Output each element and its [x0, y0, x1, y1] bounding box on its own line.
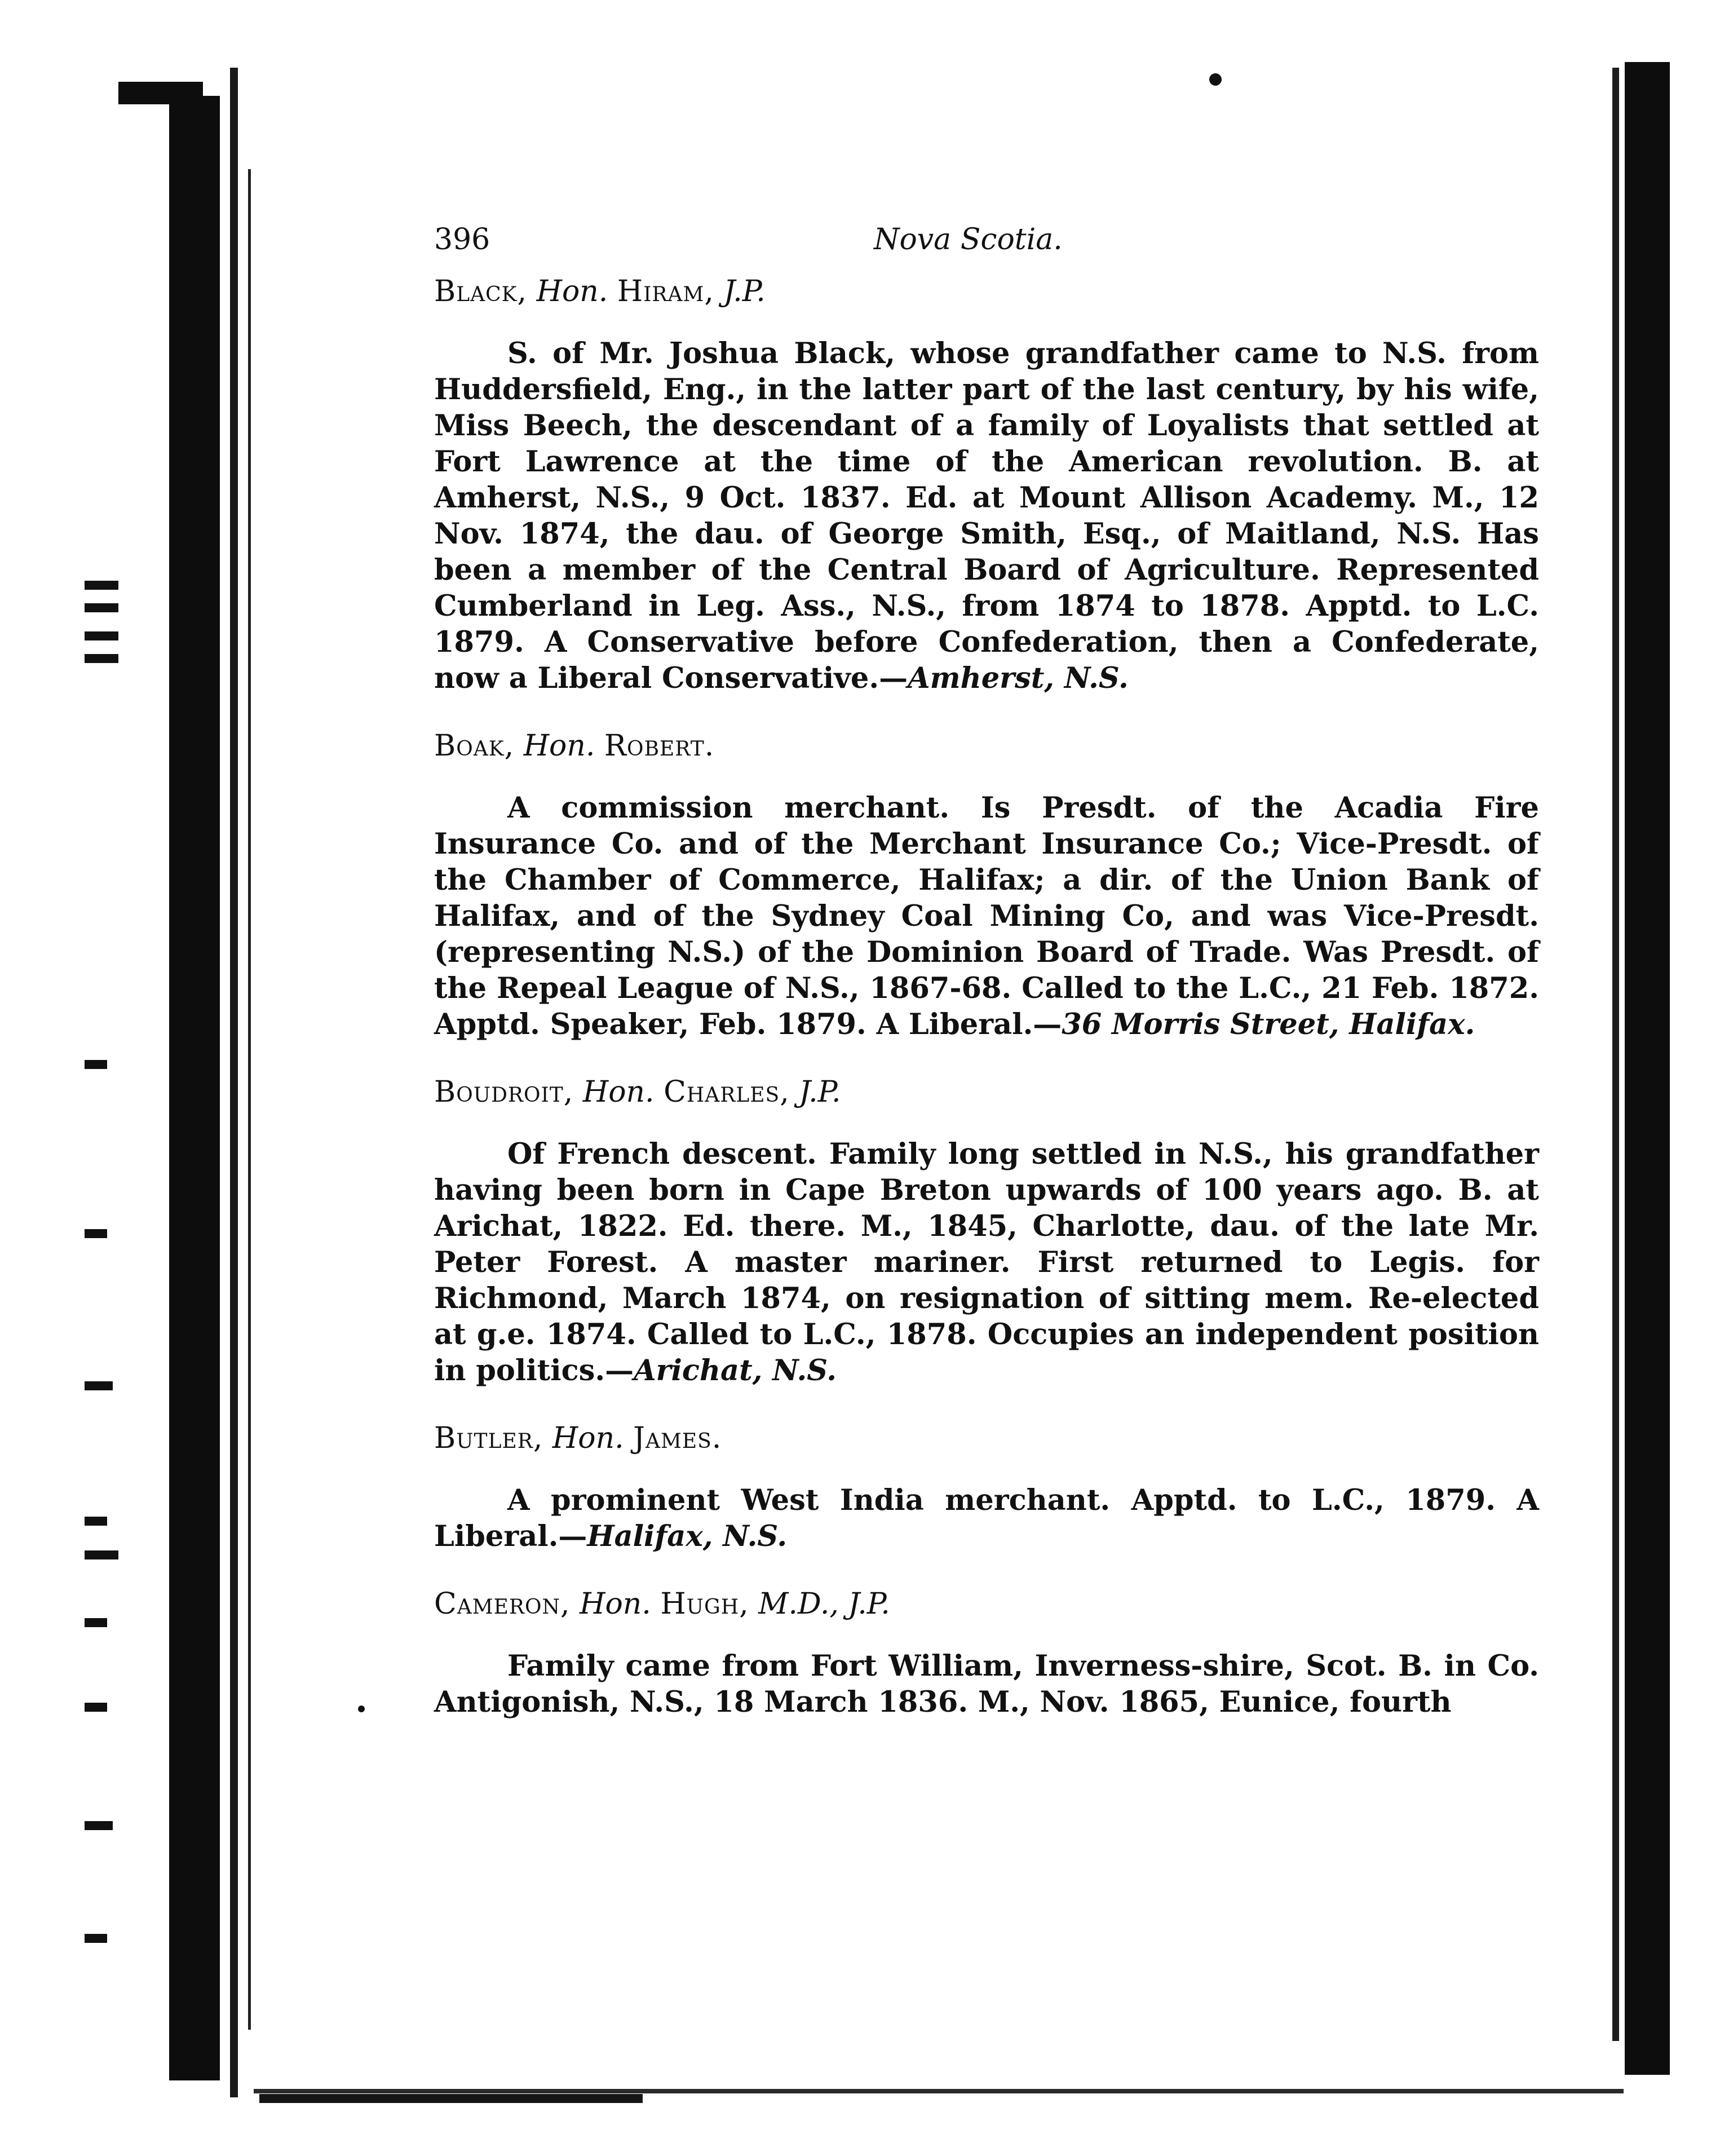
entry-heading — [434, 728, 1539, 764]
entry-text: A prominent West India merchant. Apptd. to L.C., 1879. A Liberal.— — [434, 1483, 1539, 1553]
entry-text: Of French descent. Family long settled in N.S., his grandfather having been born in Cape Breton upwards of 100 years ago. B. at Arichat, 1822. Ed. there. M., 1845, Charlotte, dau. of the late Mr. Peter Forest. A master mariner. First returned to Legis. for Richmond, March 1874, on resignation of sitting mem. Re-elected at g.e. 1874. Called to L.C., 1878. Occupies an independent position in politics.— — [434, 1137, 1539, 1388]
scan-tick — [85, 631, 118, 640]
entry-body — [434, 1136, 1539, 1389]
entry-given-name: Hiram, — [617, 275, 714, 308]
scan-edge-bottom — [254, 2089, 1624, 2093]
entry-postnominal: J.P. — [799, 1075, 841, 1109]
entry-surname: Cameron, — [434, 1587, 571, 1621]
scan-tick — [85, 1821, 113, 1830]
entry-honorific: Hon. — [536, 275, 608, 308]
entry-heading — [434, 1074, 1539, 1110]
entry-honorific: Hon. — [582, 1075, 655, 1109]
scan-tick — [85, 1703, 107, 1712]
entry-honorific: Hon. — [552, 1421, 624, 1455]
entry-given-name: Robert. — [604, 729, 715, 763]
entry-honorific: Hon. — [523, 729, 595, 763]
entry-surname: Boudroit, — [434, 1075, 574, 1109]
entry-body — [434, 335, 1539, 696]
running-title: Nova Scotia. — [874, 223, 1063, 257]
entry-residence: Amherst, N.S. — [908, 661, 1129, 695]
scan-tick — [85, 1550, 118, 1559]
scan-tick — [85, 1060, 107, 1069]
scan-speck — [358, 1706, 365, 1712]
page-number: 396 — [434, 223, 490, 257]
entry-given-name: Charles, — [664, 1075, 790, 1109]
scan-tick — [85, 1381, 113, 1390]
running-head — [434, 223, 1539, 273]
scan-edge-left-hairline — [248, 169, 251, 2030]
entry-cameron — [434, 1586, 1539, 1720]
entry-body — [434, 1482, 1539, 1554]
document-page — [434, 223, 1539, 1752]
entry-surname: Boak, — [434, 729, 515, 763]
scan-tick — [85, 1229, 107, 1238]
entry-given-name: James. — [633, 1421, 722, 1455]
entry-boudroit — [434, 1074, 1539, 1389]
entry-heading — [434, 273, 1539, 310]
entry-text: Family came from Fort William, Inverness-shire, Scot. B. in Co. Antigonish, N.S., 18 March 1836. M., Nov. 1865, Eunice, fourth — [434, 1649, 1539, 1719]
entry-residence: Arichat, N.S. — [634, 1354, 837, 1388]
entry-residence: 36 Morris Street, Halifax. — [1062, 1008, 1475, 1041]
scan-edge-right — [1625, 62, 1670, 2075]
scan-edge-left-line — [230, 68, 238, 2097]
entry-body — [434, 790, 1539, 1042]
scan-tick — [85, 603, 118, 612]
entry-given-name: Hugh, — [660, 1587, 749, 1621]
scan-tick — [85, 581, 118, 590]
scan-tick — [85, 1934, 107, 1943]
entry-body — [434, 1648, 1539, 1720]
entry-postnominal: J.P. — [723, 275, 766, 308]
entry-heading — [434, 1420, 1539, 1456]
scan-tick — [85, 654, 118, 663]
entry-postnominal: M.D., J.P. — [758, 1587, 890, 1621]
scan-edge-right-line — [1612, 68, 1619, 2041]
entry-honorific: Hon. — [580, 1587, 651, 1621]
scan-tick — [85, 1517, 107, 1526]
entry-surname: Butler, — [434, 1421, 543, 1455]
entry-boak — [434, 728, 1539, 1042]
entry-residence: Halifax, N.S. — [587, 1519, 788, 1553]
scan-tick-marks — [85, 581, 130, 2103]
entry-black — [434, 273, 1539, 696]
scan-edge-bottom-heavy — [259, 2094, 643, 2103]
scan-edge-left — [169, 96, 220, 2080]
entry-text: S. of Mr. Joshua Black, whose grandfather came to N.S. from Huddersfield, Eng., in the latter part of the last century, by his wife, Miss Beech, the descendant of a family of Loyalists that settled at Fort Lawrence at the time of the American revolution. B. at Amherst, N.S., 9 Oct. 1837. Ed. at Mount Allison Academy. M., 12 Nov. 1874, the dau. of George Smith, Esq., of Maitland, N.S. Has been a member of the Central Board of Agriculture. Represented Cumberland in Leg. Ass., N.S., from 1874 to 1878. Apptd. to L.C. 1879. A Conservative before Confederation, then a Confederate, now a Liberal Conservative.— — [434, 337, 1539, 695]
scan-tick — [85, 1618, 107, 1627]
scan-speck — [1209, 73, 1222, 86]
entry-surname: Black, — [434, 275, 528, 308]
entry-heading — [434, 1586, 1539, 1622]
entry-butler — [434, 1420, 1539, 1554]
entry-text: A commission merchant. Is Presdt. of the Acadia Fire Insurance Co. and of the Merchant Insurance Co.; Vice-Presdt. of the Chamber of Commerce, Halifax; a dir. of the Union Bank of Halifax, and of the Sydney Coal Mining Co, and was Vice-Presdt. (representing N.S.) of the Dominion Board of Trade. Was Presdt. of the Repeal League of N.S., 1867-68. Called to the L.C., 21 Feb. 1872. Apptd. Speaker, Feb. 1879. A Liberal.— — [434, 791, 1539, 1041]
